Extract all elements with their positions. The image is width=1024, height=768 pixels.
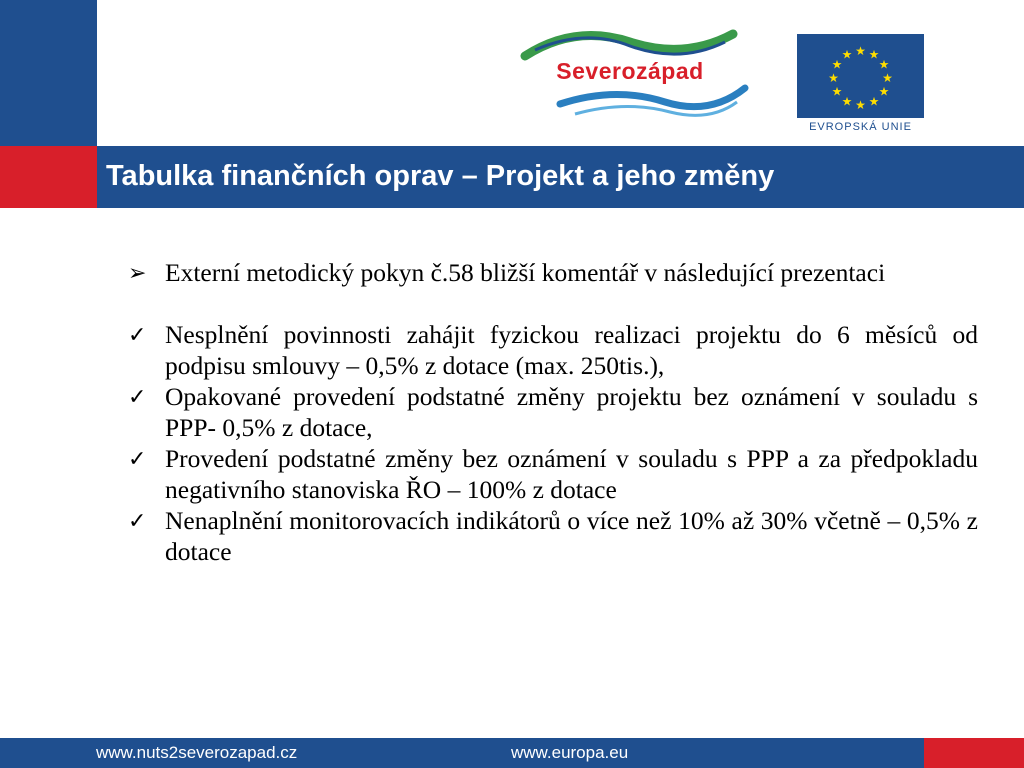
left-red-accent (0, 146, 97, 208)
svg-text:★: ★ (841, 47, 853, 62)
list-item (128, 443, 978, 505)
svg-text:★: ★ (855, 98, 866, 112)
left-decor-band (0, 0, 97, 146)
checkmark-icon: ✓ (128, 322, 147, 347)
svg-text:★: ★ (831, 57, 843, 72)
footer-link-nuts2[interactable]: www.nuts2severozapad.cz (96, 743, 298, 762)
list-item-text: Nesplnění povinnosti zahájit fyzickou realizaci projektu do 6 měsíců od podpisu smlouvy – 0,5% z dotace (max. 250tis.), (165, 320, 978, 380)
svg-text:★: ★ (878, 84, 890, 99)
checkmark-icon: ✓ (128, 446, 147, 471)
list-item-text: Provedení podstatné změny bez oznámení v souladu s PPP a za předpokladu negativního stanoviska ŘO – 100% z dotace (165, 444, 978, 504)
eu-stars-icon (797, 34, 924, 118)
svg-text:★: ★ (855, 44, 866, 58)
arrow-bullet-icon: ➢ (128, 260, 147, 285)
eu-label: EVROPSKÁ UNIE (809, 121, 912, 133)
svg-text:★: ★ (831, 84, 843, 99)
list-item (128, 381, 978, 443)
checkmark-icon: ✓ (128, 384, 147, 409)
severozapad-logo (505, 22, 755, 126)
svg-text:★: ★ (868, 94, 880, 109)
bullet-list (128, 257, 978, 567)
list-item (128, 505, 978, 567)
slide-title: Tabulka finančních oprav – Projekt a jeho změny (106, 160, 775, 192)
svg-text:★: ★ (878, 57, 890, 72)
svg-text:★: ★ (882, 71, 893, 85)
svg-text:★: ★ (868, 47, 880, 62)
list-item-text: Opakované provedení podstatné změny projektu bez oznámení v souladu s PPP- 0,5% z dotace, (165, 382, 978, 442)
logo-text: Severozápad (556, 58, 704, 84)
eu-flag (797, 34, 924, 118)
list-item-text: Nenaplnění monitorovacích indikátorů o více než 10% až 30% včetně – 0,5% z dotace (165, 506, 978, 566)
list-item (128, 257, 978, 288)
footer-link-europa[interactable]: www.europa.eu (511, 743, 629, 762)
svg-text:★: ★ (828, 71, 839, 85)
footer-red-accent (924, 738, 1024, 768)
svg-text:★: ★ (841, 94, 853, 109)
list-item (128, 319, 978, 381)
list-item-text: Externí metodický pokyn č.58 bližší komentář v následující prezentaci (165, 258, 886, 287)
checkmark-icon: ✓ (128, 508, 147, 533)
